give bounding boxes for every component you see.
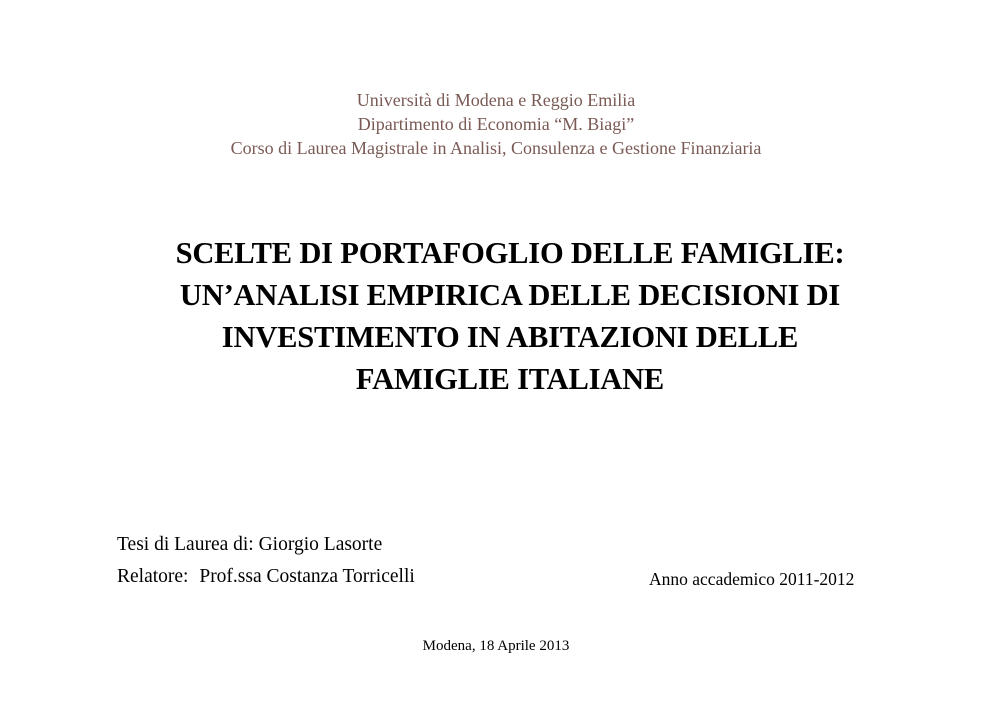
title-line-4: FAMIGLIE ITALIANE — [355, 362, 665, 396]
advisor-line — [117, 561, 415, 593]
title-line-2: UN’ANALISI EMPIRICA DELLE DECISIONI DI — [179, 278, 841, 312]
author-name: Giorgio Lasorte — [258, 534, 383, 555]
course-name: Corso di Laurea Magistrale in Analisi, Consulenza e Gestione Finanziaria — [230, 138, 762, 158]
department-name: Dipartimento di Economia “M. Biagi” — [357, 114, 635, 134]
academic-year: Anno accademico 2011-2012 — [649, 569, 855, 589]
institution-header — [0, 88, 992, 160]
title-line-3: INVESTIMENTO IN ABITAZIONI DELLE — [221, 320, 799, 354]
author-label: Tesi di Laurea di: — [117, 534, 254, 555]
advisor-name: Prof.ssa Costanza Torricelli — [199, 566, 415, 587]
author-block — [117, 529, 415, 593]
title-line-1: SCELTE DI PORTAFOGLIO DELLE FAMIGLIE: — [175, 236, 845, 270]
advisor-label: Relatore: — [117, 566, 189, 587]
place-date: Modena, 18 Aprile 2013 — [422, 638, 570, 654]
thesis-title — [60, 232, 960, 400]
university-name: Università di Modena e Reggio Emilia — [356, 90, 636, 110]
author-line — [117, 529, 415, 561]
